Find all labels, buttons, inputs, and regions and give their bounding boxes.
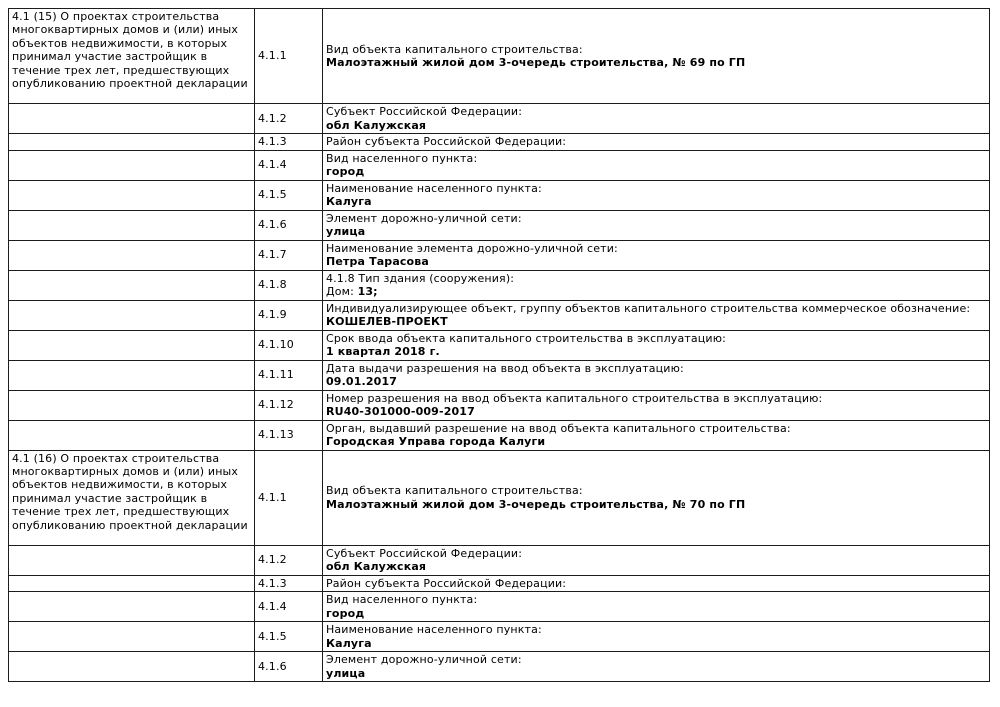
row-number-cell — [255, 592, 323, 622]
field-value — [326, 498, 985, 512]
table-row — [9, 592, 990, 622]
content-cell — [323, 104, 990, 134]
left-spacer-cell — [9, 180, 255, 210]
field-label: Элемент дорожно-уличной сети: — [326, 211, 522, 225]
field-value — [326, 435, 985, 449]
project-declarations-table — [8, 8, 990, 682]
content-cell — [323, 330, 990, 360]
table-row — [9, 9, 990, 104]
field-value — [326, 255, 985, 269]
field-value — [326, 285, 985, 299]
row-number-cell — [255, 545, 323, 575]
section-4-1-16 — [9, 450, 990, 682]
row-number-cell — [255, 210, 323, 240]
field-value — [326, 375, 985, 389]
row-number-cell — [255, 360, 323, 390]
table-row — [9, 622, 990, 652]
field-value — [326, 405, 985, 419]
section-4-1-15 — [9, 9, 990, 451]
field-label: Наименование населенного пункта: — [326, 181, 542, 195]
row-number: 4.1.6 — [258, 659, 287, 673]
section-description: 4.1 (16) О проектах строительства многоквартирных домов и (или) иных объектов недвижимости, в которых принимал участие застройщик в течение трех лет, предшествующих опубликованию проектной декларации — [12, 451, 248, 532]
table-row — [9, 270, 990, 300]
field-value-text: обл Калужская — [326, 118, 427, 132]
table-row — [9, 104, 990, 134]
field-value-text: город — [326, 606, 365, 620]
field-value — [326, 225, 985, 239]
field-value — [326, 560, 985, 574]
table-row — [9, 545, 990, 575]
field-value-text: Калуга — [326, 636, 372, 650]
row-number-cell — [255, 150, 323, 180]
left-spacer-cell — [9, 330, 255, 360]
left-spacer-cell — [9, 210, 255, 240]
row-number-cell — [255, 300, 323, 330]
field-value-text: город — [326, 165, 365, 178]
field-value-text: КОШЕЛЕВ-ПРОЕКТ — [326, 315, 448, 328]
field-value — [326, 315, 985, 329]
row-number: 4.1.6 — [258, 218, 287, 232]
table-row — [9, 150, 990, 180]
row-number: 4.1.3 — [258, 576, 287, 590]
field-label: Дата выдачи разрешения на ввод объекта в эксплуатацию: — [326, 361, 684, 375]
content-cell — [323, 210, 990, 240]
row-number: 4.1.9 — [258, 308, 287, 322]
left-spacer-cell — [9, 622, 255, 652]
field-value-text: 1 квартал 2018 г. — [326, 345, 440, 358]
left-spacer-cell — [9, 575, 255, 592]
field-value-text: Городская Управа города Калуги — [326, 435, 546, 448]
left-spacer-cell — [9, 300, 255, 330]
table-row — [9, 180, 990, 210]
row-number-cell — [255, 180, 323, 210]
field-label: Наименование населенного пункта: — [326, 623, 542, 636]
field-value-text: Калуга — [326, 195, 372, 208]
row-number: 4.1.3 — [258, 135, 287, 148]
field-label: Номер разрешения на ввод объекта капитального строительства в эксплуатацию: — [326, 391, 823, 405]
field-label: Район субъекта Российской Федерации: — [326, 576, 567, 590]
table-row — [9, 134, 990, 151]
field-value-text: Петра Тарасова — [326, 255, 429, 268]
content-cell — [323, 150, 990, 180]
left-spacer-cell — [9, 390, 255, 420]
left-spacer-cell — [9, 360, 255, 390]
field-value — [326, 637, 985, 651]
left-spacer-cell — [9, 420, 255, 450]
table-row — [9, 210, 990, 240]
row-number-cell — [255, 420, 323, 450]
content-cell — [323, 134, 990, 151]
field-label: Вид объекта капитального строительства: — [326, 42, 583, 56]
field-value-text: улица — [326, 666, 366, 680]
content-cell — [323, 300, 990, 330]
field-value — [326, 345, 985, 359]
field-value-text: RU40-301000-009-2017 — [326, 405, 475, 418]
table-row — [9, 330, 990, 360]
left-spacer-cell — [9, 134, 255, 151]
section-description-cell — [9, 450, 255, 545]
left-spacer-cell — [9, 652, 255, 682]
field-label: Субъект Российской Федерации: — [326, 105, 523, 118]
content-cell — [323, 592, 990, 622]
table-row — [9, 575, 990, 592]
content-cell — [323, 622, 990, 652]
row-number-cell — [255, 270, 323, 300]
content-cell — [323, 9, 990, 104]
field-label: Орган, выдавший разрешение на ввод объекта капитального строительства: — [326, 421, 791, 435]
content-cell — [323, 390, 990, 420]
field-value-text: 09.01.2017 — [326, 375, 398, 388]
field-label: Наименование элемента дорожно-уличной сети: — [326, 241, 618, 255]
row-number: 4.1.12 — [258, 398, 294, 412]
section-description: 4.1 (15) О проектах строительства многоквартирных домов и (или) иных объектов недвижимости, в которых принимал участие застройщик в течение трех лет, предшествующих опубликованию проектной декларации — [12, 10, 248, 91]
table-row — [9, 652, 990, 682]
row-number: 4.1.5 — [258, 629, 287, 643]
field-label: Вид населенного пункта: — [326, 151, 478, 165]
row-number-cell — [255, 575, 323, 592]
content-cell — [323, 545, 990, 575]
row-number-cell — [255, 9, 323, 104]
left-spacer-cell — [9, 104, 255, 134]
left-spacer-cell — [9, 270, 255, 300]
left-spacer-cell — [9, 592, 255, 622]
content-cell — [323, 450, 990, 545]
field-label: Вид объекта капитального строительства: — [326, 484, 583, 497]
row-number: 4.1.1 — [258, 49, 287, 63]
row-number: 4.1.4 — [258, 599, 287, 613]
field-value — [326, 607, 985, 621]
left-spacer-cell — [9, 150, 255, 180]
content-cell — [323, 270, 990, 300]
content-cell — [323, 360, 990, 390]
left-spacer-cell — [9, 545, 255, 575]
field-value-text: Малоэтажный жилой дом 3-очередь строительства, № 70 по ГП — [326, 497, 746, 511]
field-label: Индивидуализирующее объект, группу объектов капитального строительства коммерческое обозначение: — [326, 301, 971, 315]
field-value-text: улица — [326, 225, 366, 238]
field-label: Срок ввода объекта капитального строительства в эксплуатацию: — [326, 331, 726, 345]
row-number-cell — [255, 622, 323, 652]
row-number: 4.1.13 — [258, 428, 294, 442]
row-number-cell — [255, 390, 323, 420]
row-number: 4.1.11 — [258, 368, 294, 382]
field-label: 4.1.8 Тип здания (сооружения): — [326, 271, 515, 285]
field-value-prefix: Дом: — [326, 285, 358, 298]
field-value-text: Малоэтажный жилой дом 3-очередь строительства, № 69 по ГП — [326, 56, 746, 69]
field-label: Район субъекта Российской Федерации: — [326, 135, 567, 148]
field-value — [326, 56, 985, 70]
row-number-cell — [255, 450, 323, 545]
row-number: 4.1.8 — [258, 278, 287, 292]
content-cell — [323, 240, 990, 270]
row-number-cell — [255, 330, 323, 360]
row-number-cell — [255, 240, 323, 270]
field-label: Вид населенного пункта: — [326, 593, 478, 606]
field-value — [326, 165, 985, 179]
table-row — [9, 450, 990, 545]
row-number: 4.1.4 — [258, 158, 287, 172]
field-value — [326, 119, 985, 133]
field-value — [326, 667, 985, 681]
row-number-cell — [255, 134, 323, 151]
table-row — [9, 390, 990, 420]
field-value-text: обл Калужская — [326, 560, 427, 573]
table-row — [9, 360, 990, 390]
table-row — [9, 420, 990, 450]
section-description-cell — [9, 9, 255, 104]
row-number: 4.1.2 — [258, 553, 287, 567]
row-number: 4.1.10 — [258, 338, 294, 352]
row-number: 4.1.7 — [258, 248, 287, 262]
content-cell — [323, 420, 990, 450]
table-row — [9, 300, 990, 330]
content-cell — [323, 180, 990, 210]
row-number: 4.1.5 — [258, 188, 287, 202]
field-label: Элемент дорожно-уличной сети: — [326, 653, 522, 666]
content-cell — [323, 652, 990, 682]
field-value — [326, 195, 985, 209]
row-number-cell — [255, 652, 323, 682]
left-spacer-cell — [9, 240, 255, 270]
row-number: 4.1.2 — [258, 111, 287, 125]
row-number: 4.1.1 — [258, 490, 287, 504]
table-row — [9, 240, 990, 270]
row-number-cell — [255, 104, 323, 134]
content-cell — [323, 575, 990, 592]
field-value-text: 13; — [357, 285, 378, 298]
field-label: Субъект Российской Федерации: — [326, 546, 523, 560]
